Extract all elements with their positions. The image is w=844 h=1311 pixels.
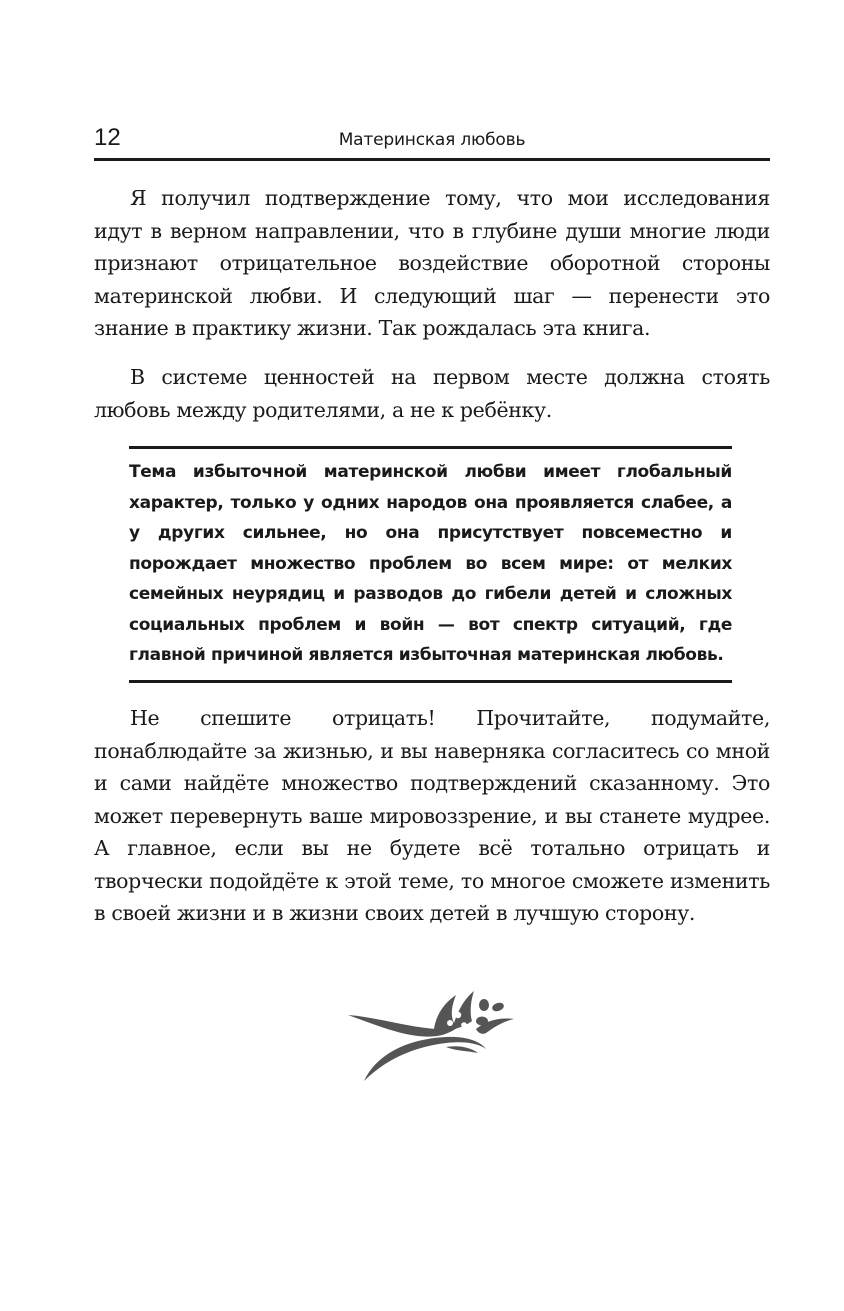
- page-number: 12: [94, 124, 121, 151]
- callout-bottom-rule: [129, 680, 732, 683]
- running-title: Материнская любовь: [338, 130, 526, 150]
- paragraph-text: Я получил подтверждение тому, что мои исследования идут в верном направлении, что в глубине души многие люди признают отрицательное воздействие оборотной стороны материнской любви. И следующий шаг — перенести это знание в практику жизни. Так рождалась эта книга.: [94, 186, 770, 340]
- callout-text: Тема избыточной материнской любви имеет глобальный характер, только у одних народов она проявляется слабее, а у других сильнее, но она присутствует повсеместно и порождает множество проблем во всем мире: от мелких семейных неурядиц и разводов до гибели детей и сложных социальных проблем и войн — вот спектр ситуаций, где главной причиной является избыточная материнская любовь.: [129, 462, 732, 665]
- callout-top-rule: [129, 446, 732, 449]
- callout-box: [129, 446, 732, 683]
- header-rule: [94, 158, 770, 161]
- paragraph-text: В системе ценностей на первом месте должна стоять любовь между родителями, а не к ребёнку.: [94, 365, 770, 422]
- page-header: [94, 118, 770, 158]
- floral-ornament-icon: [346, 985, 516, 1085]
- paragraph-3: [94, 702, 770, 930]
- paragraph-1: [94, 182, 770, 345]
- paragraph-text: Не спешите отрицать! Прочитайте, подумайте, понаблюдайте за жизнью, и вы наверняка согласитесь со мной и сами найдёте множество подтверждений сказанному. Это может перевернуть ваше мировоззрение, и вы станете мудрее. А главное, если вы не будете всё тотально отрицать и творчески подойдёте к этой теме, то многое сможете изменить в своей жизни и в жизни своих детей в лучшую сторону.: [94, 706, 770, 925]
- paragraph-2: [94, 361, 770, 426]
